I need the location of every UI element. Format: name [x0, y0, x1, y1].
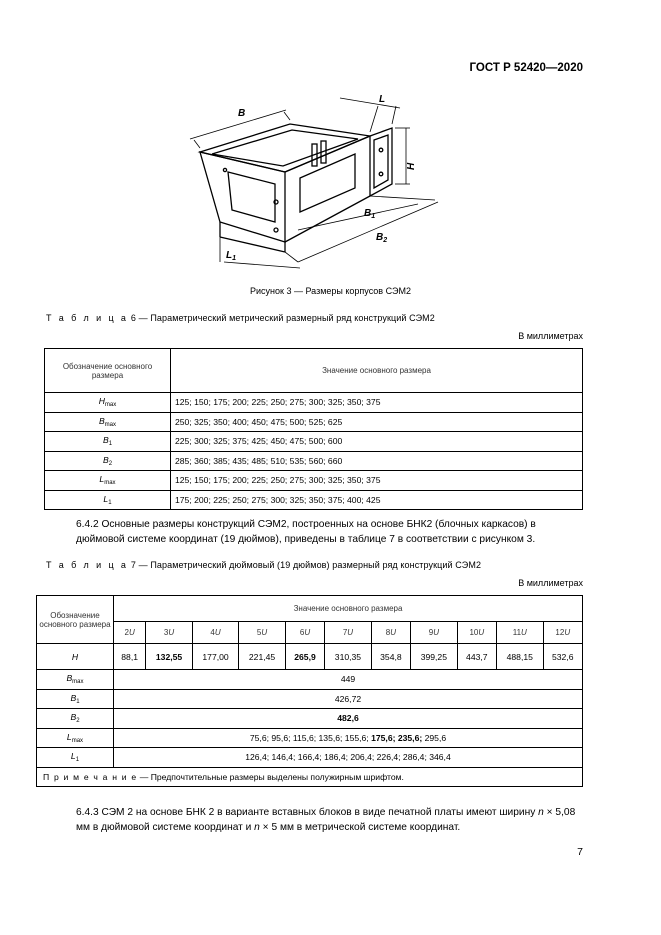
table7-note: П р и м е ч а н и е — Предпочтительные размеры выделены полужирным шрифтом.	[37, 767, 583, 787]
label-h: H	[406, 162, 417, 170]
table-row: $L_1$ 175; 200; 225; 250; 275; 300; 325; 350; 375; 400; 425	[45, 490, 583, 510]
label-l: L	[379, 94, 386, 105]
table-row: $B_1$ 426,72	[37, 689, 583, 709]
label-b: B	[238, 108, 246, 119]
table6	[44, 348, 583, 510]
label-b2: $B_2$	[376, 232, 388, 244]
table6-col1-header: Обозначение основного размера	[45, 349, 171, 393]
table6-caption: Т а б л и ц а 6 — Параметрический метрический размерный ряд конструкций СЭМ2	[46, 313, 435, 323]
table-row: H 88,1 132,55 177,00 221,45 265,9 310,35 354,8 399,25 443,7 488,15 532,6	[37, 644, 583, 670]
table-row: $L_{max}$ 125; 150; 175; 200; 225; 250; 275; 300; 325; 350; 375	[45, 471, 583, 491]
label-b1: $B_1$	[364, 208, 376, 220]
table-row: $B_2$ 482,6	[37, 709, 583, 729]
paragraph-6-4-3: 6.4.3 СЭМ 2 на основе БНК 2 в варианте вставных блоков в виде печатной платы имеют ширину n × 5,08 мм в дюймовой системе координат и n × 5 мм в метрической системе координат.	[76, 807, 576, 833]
table-row: $B_1$ 225; 300; 325; 375; 425; 450; 475; 500; 600	[45, 432, 583, 452]
table6-col2-header: Значение основного размера	[171, 349, 583, 393]
table7: Обозначение основного размера Значение основного размера 2U 3U 4U 5U 6U 7U 8U 9U 10U 11U 12U H 88,1 132,55 177,00 221,45 265,9 310,35 354,8 399,25 443,7 488,15 532,6 $B_{max}$ 449 $B_1$ 426,72 $B_2$ 482,6 $L_{max}$ 75,6; 95,6; 115,6; 135,6; 155,6; 175,6; 235,6; 295,6 $L_1$ 126,4; 146,4; 166,4; 186,4; 206,4; 226,4; 286,4; 346,4 П р и м е ч а н и е — Предпочтительные размеры выделены полужирным шрифтом.	[36, 595, 583, 787]
table7-units: В миллиметрах	[518, 578, 583, 588]
table-row: $B_{max}$ 250; 325; 350; 400; 450; 475; 500; 525; 625	[45, 412, 583, 432]
table6-units: В миллиметрах	[518, 331, 583, 341]
figure-caption: Рисунок 3 — Размеры корпусов СЭМ2	[250, 286, 411, 296]
table7-caption: Т а б л и ц а 7 — Параметрический дюймовый (19 дюймов) размерный ряд конструкций СЭМ2	[46, 560, 482, 570]
table-row: $L_{max}$ 75,6; 95,6; 115,6; 135,6; 155,6; 175,6; 235,6; 295,6	[37, 728, 583, 748]
table-row: $B_2$ 285; 360; 385; 435; 485; 510; 535; 560; 660	[45, 451, 583, 471]
table-row: $B_{max}$ 449	[37, 670, 583, 690]
page-number: 7	[577, 846, 583, 858]
table-row: $L_1$ 126,4; 146,4; 166,4; 186,4; 206,4; 226,4; 286,4; 346,4	[37, 748, 583, 768]
paragraph-6-4-2: 6.4.2 Основные размеры конструкций СЭМ2, построенных на основе БНК2 (блочных каркасов) в дюймовой системе координат (19 дюймов), приведены в таблице 7 в соответствии с рисунком 3.	[76, 519, 536, 545]
enclosure-drawing	[180, 92, 450, 270]
table7-col1-header: Обозначение основного размера	[37, 596, 114, 644]
table7-col2-header: Значение основного размера	[114, 596, 583, 622]
document-header: ГОСТ Р 52420—2020	[469, 62, 583, 74]
label-l1: $L_1$	[226, 250, 237, 262]
table-row: $H_{max}$ 125; 150; 175; 200; 225; 250; 275; 300; 325; 350; 375	[45, 393, 583, 413]
